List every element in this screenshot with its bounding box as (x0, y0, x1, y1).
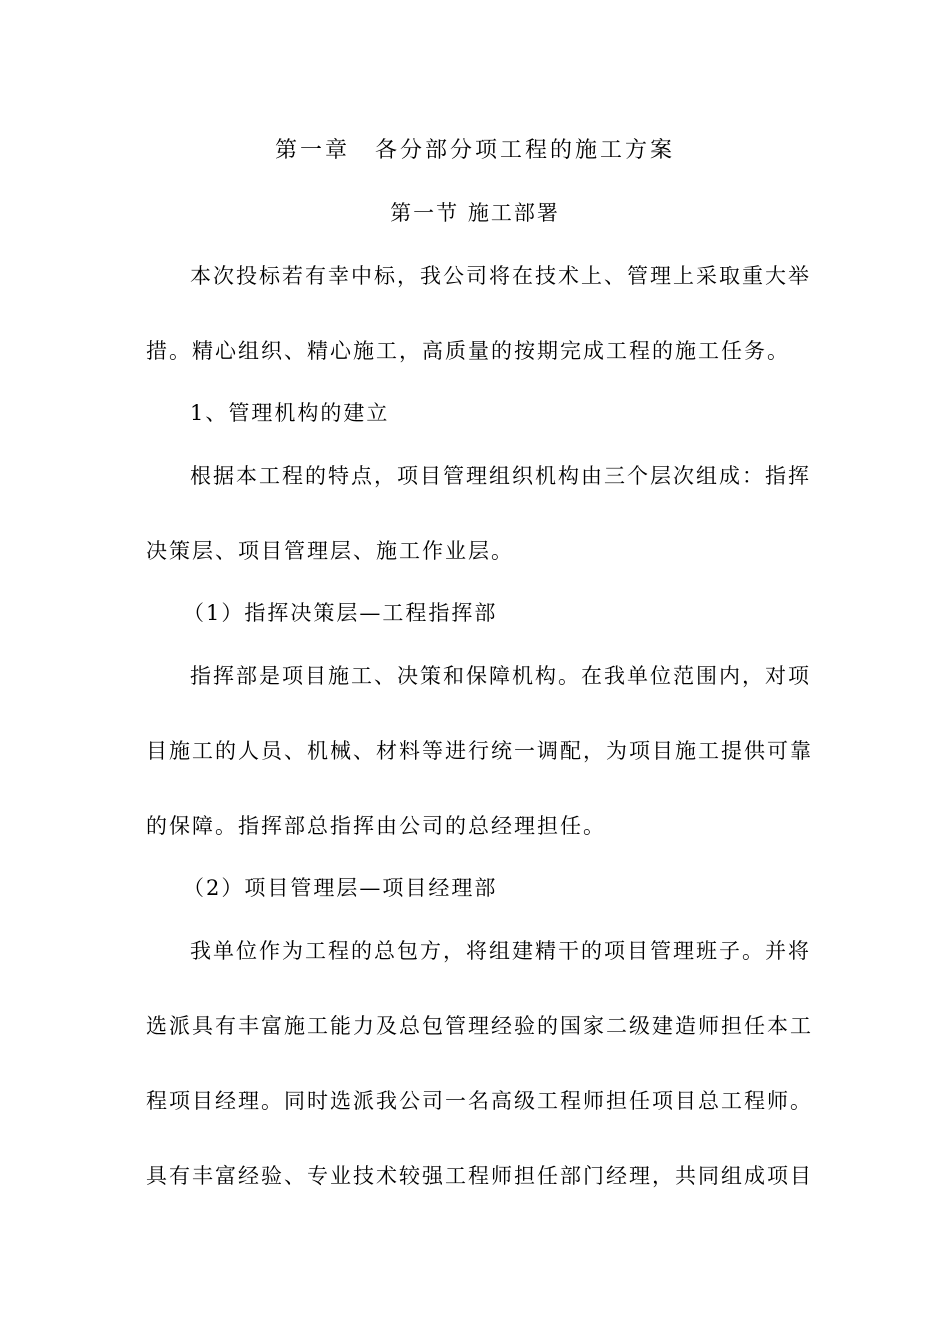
paragraph-line: 根据本工程的特点，项目管理组织机构由三个层次组成：指挥 (190, 464, 811, 488)
subheading: （1）指挥决策层—工程指挥部 (183, 601, 498, 625)
paragraph-line: 决策层、项目管理层、施工作业层。 (146, 539, 514, 563)
paragraph-line: 具有丰富经验、专业技术较强工程师担任部门经理，共同组成项目 (146, 1164, 813, 1188)
paragraph-line: 我单位作为工程的总包方，将组建精干的项目管理班子。并将 (190, 939, 811, 963)
paragraph-line: 本次投标若有幸中标，我公司将在技术上、管理上采取重大举 (190, 264, 811, 288)
paragraph-line: 选派具有丰富施工能力及总包管理经验的国家二级建造师担任本工 (146, 1014, 813, 1038)
subheading: 1、管理机构的建立 (190, 401, 390, 425)
paragraph-line: 措。精心组织、精心施工，高质量的按期完成工程的施工任务。 (146, 339, 790, 363)
section-title: 第一节 施工部署 (390, 201, 560, 225)
subheading: （2）项目管理层—项目经理部 (183, 876, 498, 900)
chapter-title: 第一章 各分部分项工程的施工方案 (274, 138, 675, 163)
paragraph-line: 指挥部是项目施工、决策和保障机构。在我单位范围内，对项 (190, 664, 811, 688)
paragraph-line: 程项目经理。同时选派我公司一名高级工程师担任项目总工程师。 (146, 1089, 813, 1113)
paragraph-line: 目施工的人员、机械、材料等进行统一调配，为项目施工提供可靠 (146, 739, 813, 763)
paragraph-line: 的保障。指挥部总指挥由公司的总经理担任。 (146, 814, 606, 838)
